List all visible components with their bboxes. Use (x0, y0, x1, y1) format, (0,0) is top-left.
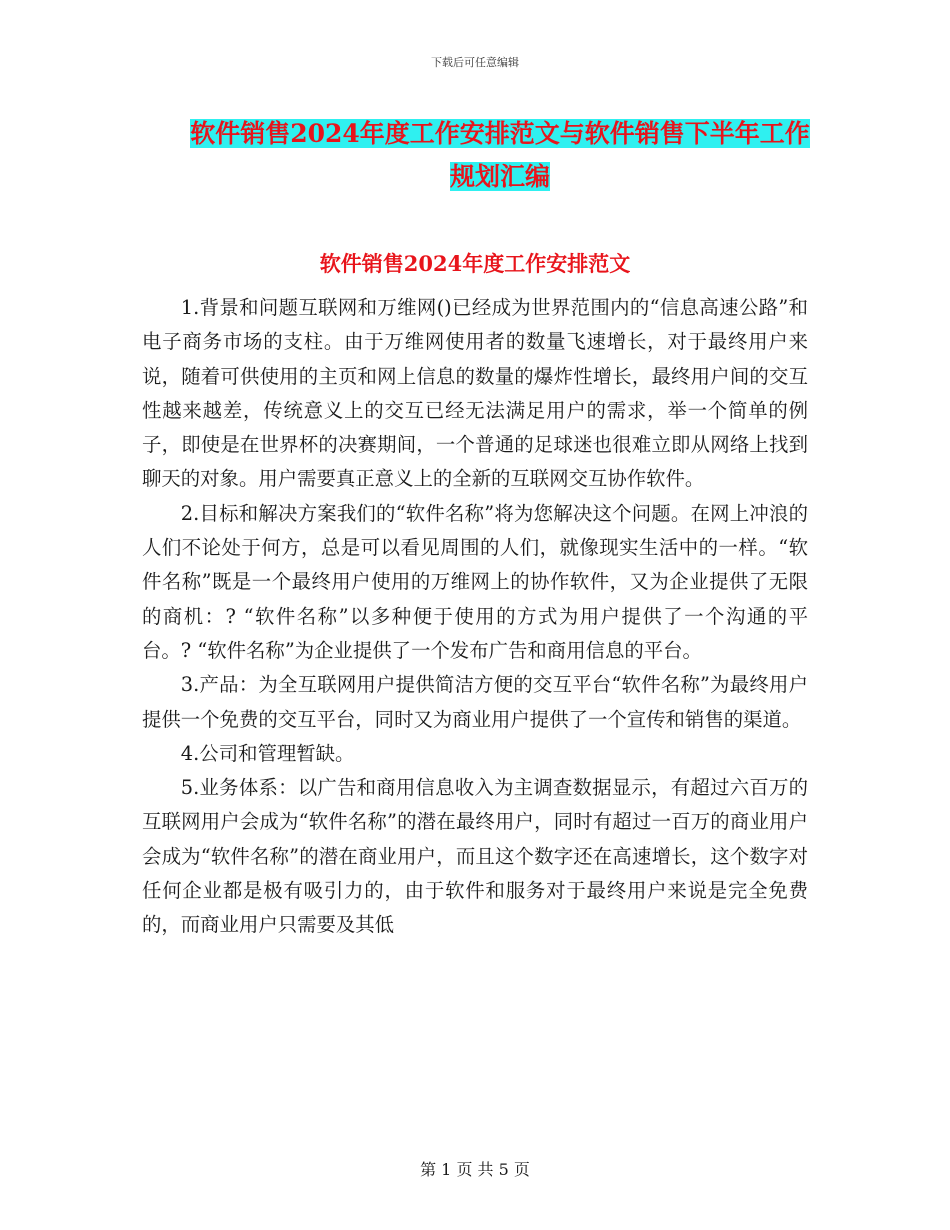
document-body (142, 291, 808, 943)
header-note: 下载后可任意编辑 (431, 56, 519, 69)
document-title-text: 软件销售2024年度工作安排范文与软件销售下半年工作规划汇编 (190, 119, 810, 191)
section-title: 软件销售2024年度工作安排范文 (319, 251, 631, 276)
document-title (180, 112, 820, 198)
paragraph-2: 2.目标和解决方案我们的“软件名称”将为您解决这个问题。在网上冲浪的人们不论处于何方，总是可以看见周围的人们，就像现实生活中的一样。“软件名称”既是一个最终用户使用的万维网上的协作软件，又为企业提供了无限的商机：? “软件名称”以多种便于使用的方式为用户提供了一个沟通的平台。? “软件名称”为企业提供了一个发布广告和商用信息的平台。 (142, 501, 808, 662)
paragraph-3: 3.产品：为全互联网用户提供简洁方便的交互平台“软件名称”为最终用户提供一个免费的交互平台，同时又为商业用户提供了一个宣传和销售的渠道。 (142, 673, 808, 731)
paragraph-1: 1.背景和问题互联网和万维网()已经成为世界范围内的“信息高速公路”和电子商务市场的支柱。由于万维网使用者的数量飞速增长，对于最终用户来说，随着可供使用的主页和网上信息的数量的爆炸性增长，最终用户间的交互性越来越差，传统意义上的交互已经无法满足用户的需求，举一个简单的例子，即使是在世界杯的决赛期间，一个普通的足球迷也很难立即从网络上找到聊天的对象。用户需要真正意义上的全新的互联网交互协作软件。 (142, 296, 808, 491)
paragraph-5: 5.业务体系：以广告和商用信息收入为主调查数据显示，有超过六百万的互联网用户会成为“软件名称”的潜在最终用户，同时有超过一百万的商业用户会成为“软件名称”的潜在商业用户，而且这个数字还在高速增长，这个数字对任何企业都是极有吸引力的，由于软件和服务对于最终用户来说是完全免费的，而商业用户只需要及其低 (142, 776, 808, 937)
paragraph-4: 4.公司和管理暂缺。 (180, 741, 355, 765)
page-footer: 第 1 页 共 5 页 (420, 1160, 530, 1179)
